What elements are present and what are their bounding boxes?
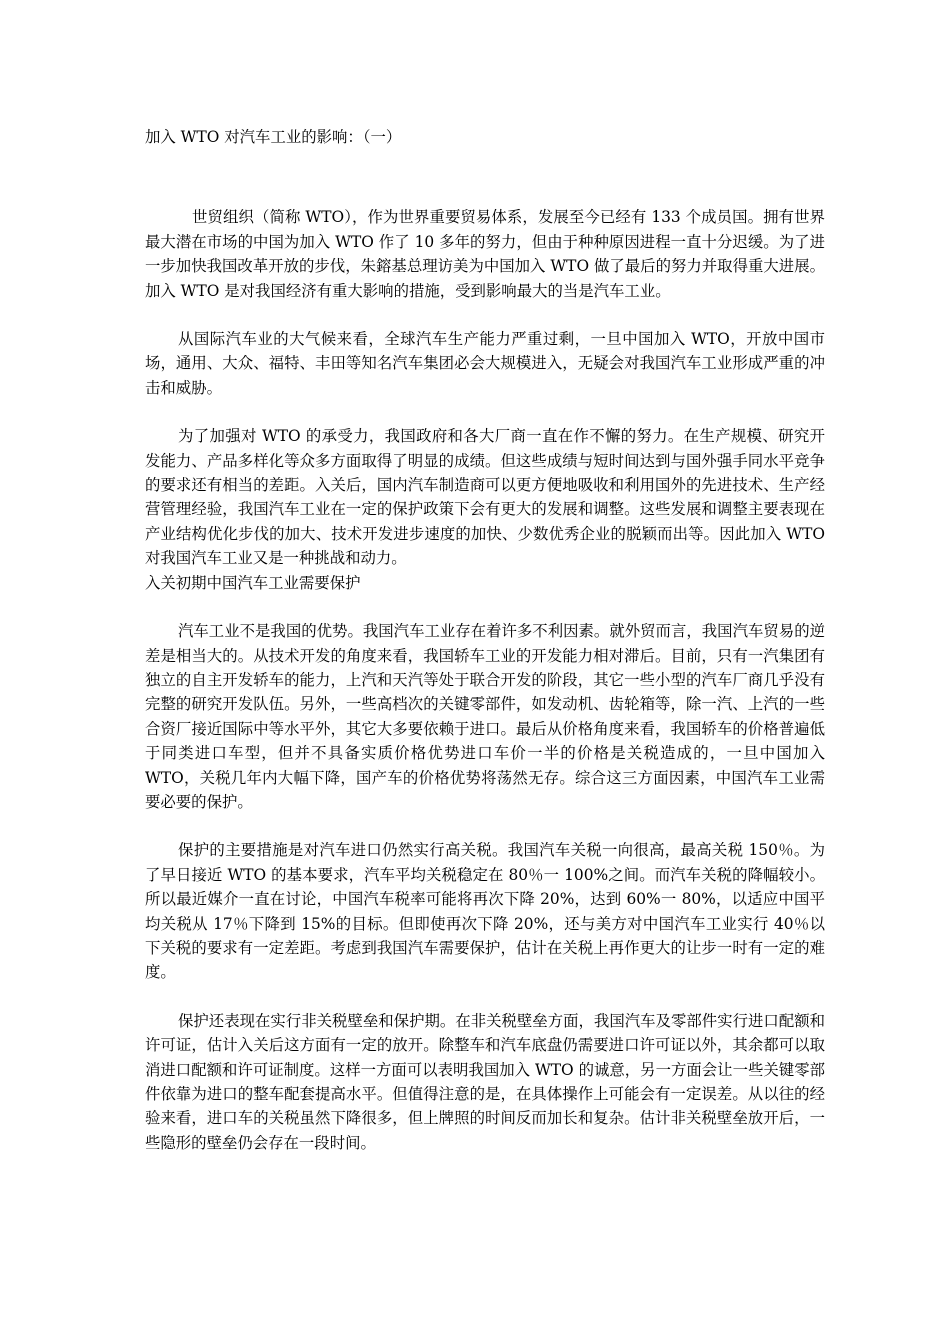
- paragraph-disadvantages: 汽车工业不是我国的优势。我国汽车工业存在着许多不利因素。就外贸而言，我国汽车贸易的逆差是相当大的。从技术开发的角度来看，我国轿车工业的开发能力相对滞后。目前，只有一汽集团有独立的自主开发轿车的能力，上汽和天汽等处于联合开发的阶段，其它一些小型的汽车厂商几乎没有完整的研究开发队伍。另外，一些高档次的关键零部件，如发动机、齿轮箱等，除一汽、上汽的一些合资厂接近国际中等水平外，其它大多要依赖于进口。最后从价格角度来看，我国轿车的价格普遍低于同类进口车型，但并不具备实质价格优势进口车价一半的价格是关税造成的，一旦中国加入 WTO，关税几年内大幅下降，国产车的价格优势将荡然无存。综合这三方面因素，中国汽车工业需要必要的保护。: [145, 622, 825, 811]
- spacer: [145, 985, 825, 1009]
- section-heading: 入关初期中国汽车工业需要保护: [145, 573, 361, 592]
- spacer: [145, 814, 825, 838]
- document-body: [145, 125, 825, 1155]
- paragraph-intro: 世贸组织（简称 WTO），作为世界重要贸易体系，发展至今已经有 133 个成员国。拥有世界最大潜在市场的中国为加入 WTO 作了 10 多年的努力，但由于种种原因进程一直十分迟缓。为了进一步加快我国改革开放的步伐，朱鎔基总理访美为中国加入 WTO 做了最后的努力并取得重大进展。加入 WTO 是对我国经济有重大影响的措施，受到影响最大的当是汽车工业。: [145, 208, 825, 300]
- spacer: [145, 595, 825, 619]
- spacer: [145, 400, 825, 424]
- paragraph-global-context: 从国际汽车业的大气候来看，全球汽车生产能力严重过剩，一旦中国加入 WTO，开放中国市场，通用、大众、福特、丰田等知名汽车集团必会大规模进入，无疑会对我国汽车工业形成严重的冲击和威胁。: [145, 330, 825, 397]
- spacer: [145, 303, 825, 327]
- spacer: [145, 149, 825, 205]
- paragraph-non-tariff-barriers: 保护还表现在实行非关税壁垒和保护期。在非关税壁垒方面，我国汽车及零部件实行进口配额和许可证，估计入关后这方面有一定的放开。除整车和汽车底盘仍需要进口许可证以外，其余都可以取消进口配额和许可证制度。这样一方面可以表明我国加入 WTO 的诚意，另一方面会让一些关键零部件依靠为进口的整车配套提高水平。但值得注意的是，在具体操作上可能会有一定误差。从以往的经验来看，进口车的关税虽然下降很多，但上牌照的时间反而加长和复杂。估计非关税壁垒放开后，一些隐形的壁垒仍会存在一段时间。: [145, 1011, 825, 1152]
- paragraph-efforts: 为了加强对 WTO 的承受力，我国政府和各大厂商一直在作不懈的努力。在生产规模、研究开发能力、产品多样化等众多方面取得了明显的成绩。但这些成绩与短时间达到与国外强手同水平竞争的要求还有相当的差距。入关后，国内汽车制造商可以更方便地吸收和利用国外的先进技术、生产经营管理经验，我国汽车工业在一定的保护政策下会有更大的发展和调整。这些发展和调整主要表现在产业结构优化步伐的加大、技术开发进步速度的加快、少数优秀企业的脱颖而出等。因此加入 WTO 对我国汽车工业又是一种挑战和动力。: [145, 427, 825, 568]
- document-title: 加入 WTO 对汽车工业的影响：（一）: [145, 128, 402, 146]
- paragraph-tariffs: 保护的主要措施是对汽车进口仍然实行高关税。我国汽车关税一向很高，最高关税 150％。为了早日接近 WTO 的基本要求，汽车平均关税稳定在 80％一 100%之间。而汽车关税的降幅较小。所以最近媒介一直在讨论，中国汽车税率可能将再次下降 20%，达到 60%一 80%，以适应中国平均关税从 17％下降到 15%的目标。但即使再次下降 20%，还与美方对中国汽车工业实行 40％以下关税的要求有一定差距。考虑到我国汽车需要保护，估计在关税上再作更大的让步一时有一定的难度。: [145, 841, 825, 982]
